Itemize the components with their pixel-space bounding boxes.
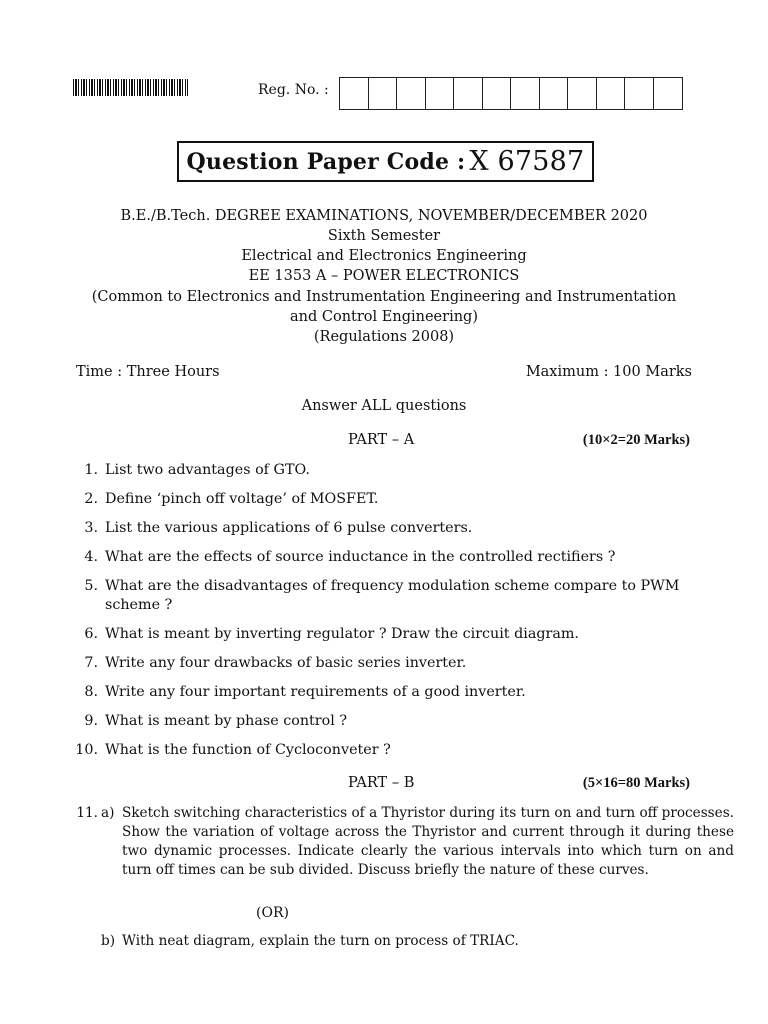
- question-text: Sketch switching characteristics of a Thyristor during its turn on and turn off processes. Show the variation of voltage across the Thyristor and current through it during these two dynamic processes. Indicate clearly the various intervals into which turn on and turn off times can be sub divided. Discuss briefly the nature of these curves.: [122, 805, 734, 878]
- question-number: 6.: [84, 626, 98, 642]
- question-text: What are the disadvantages of frequency modulation scheme compare to PWM scheme ?: [105, 578, 680, 613]
- reg-no-box: [397, 78, 426, 109]
- reg-no-box: [483, 78, 512, 109]
- reg-no-box: [540, 78, 569, 109]
- question-number: 9.: [84, 713, 98, 729]
- reg-no-box: [625, 78, 654, 109]
- reg-no-box: [454, 78, 483, 109]
- qpc-label: Question Paper Code :: [186, 148, 466, 175]
- common-to-line-2: and Control Engineering): [290, 309, 478, 325]
- question-text: What is meant by inverting regulator ? Draw the circuit diagram.: [105, 626, 579, 642]
- question-text: Define ‘pinch off voltage’ of MOSFET.: [105, 491, 379, 507]
- barcode: [73, 79, 188, 96]
- reg-no-box: [369, 78, 398, 109]
- question-text: List two advantages of GTO.: [105, 462, 310, 478]
- question-number: 11.: [76, 805, 98, 821]
- question-number: 8.: [84, 684, 98, 700]
- question-text: What is the function of Cycloconveter ?: [105, 742, 391, 758]
- part-b-marks: (5×16=80 Marks): [582, 775, 690, 791]
- question-text: List the various applications of 6 pulse converters.: [105, 520, 473, 536]
- semester: Sixth Semester: [327, 228, 441, 244]
- qpc-value: X 67587: [469, 146, 585, 177]
- reg-no-boxes: [339, 77, 683, 110]
- question-text: Write any four drawbacks of basic series inverter.: [105, 655, 467, 671]
- question-number: 4.: [84, 549, 98, 565]
- time-label: Time : Three Hours: [76, 364, 220, 380]
- question-number: 7.: [84, 655, 98, 671]
- regulations: (Regulations 2008): [313, 329, 455, 345]
- reg-no-box: [568, 78, 597, 109]
- question-text: With neat diagram, explain the turn on process of TRIAC.: [122, 933, 519, 949]
- part-a-marks: (10×2=20 Marks): [582, 432, 690, 448]
- question-paper-code: [177, 141, 594, 182]
- max-marks: Maximum : 100 Marks: [525, 364, 692, 380]
- question-text: What are the effects of source inductance in the controlled rectifiers ?: [105, 549, 616, 565]
- sub-question-label: a): [101, 805, 115, 821]
- question-number: 3.: [84, 520, 98, 536]
- question-number: 2.: [84, 491, 98, 507]
- course-title: EE 1353 A – POWER ELECTRONICS: [248, 268, 520, 284]
- reg-no-box: [511, 78, 540, 109]
- instruction: Answer ALL questions: [301, 398, 467, 414]
- common-to-line-1: (Common to Electronics and Instrumentation Engineering and Instrumentation: [91, 289, 677, 305]
- question-text: What is meant by phase control ?: [105, 713, 347, 729]
- or-separator: (OR): [256, 905, 289, 921]
- department: Electrical and Electronics Engineering: [241, 248, 527, 264]
- reg-no-box: [426, 78, 455, 109]
- part-b-title: PART – B: [348, 775, 415, 791]
- reg-no-label: Reg. No. :: [258, 82, 329, 98]
- question-number: 10.: [75, 742, 98, 758]
- question-number: 1.: [84, 462, 98, 478]
- reg-no-box: [597, 78, 626, 109]
- question-number: 5.: [84, 578, 98, 594]
- question-text: Write any four important requirements of a good inverter.: [105, 684, 526, 700]
- part-a-title: PART – A: [348, 432, 415, 448]
- sub-question-label: b): [101, 933, 116, 949]
- exam-title: B.E./B.Tech. DEGREE EXAMINATIONS, NOVEMBER/DECEMBER 2020: [120, 208, 648, 224]
- reg-no-box: [654, 78, 683, 109]
- reg-no-box: [340, 78, 369, 109]
